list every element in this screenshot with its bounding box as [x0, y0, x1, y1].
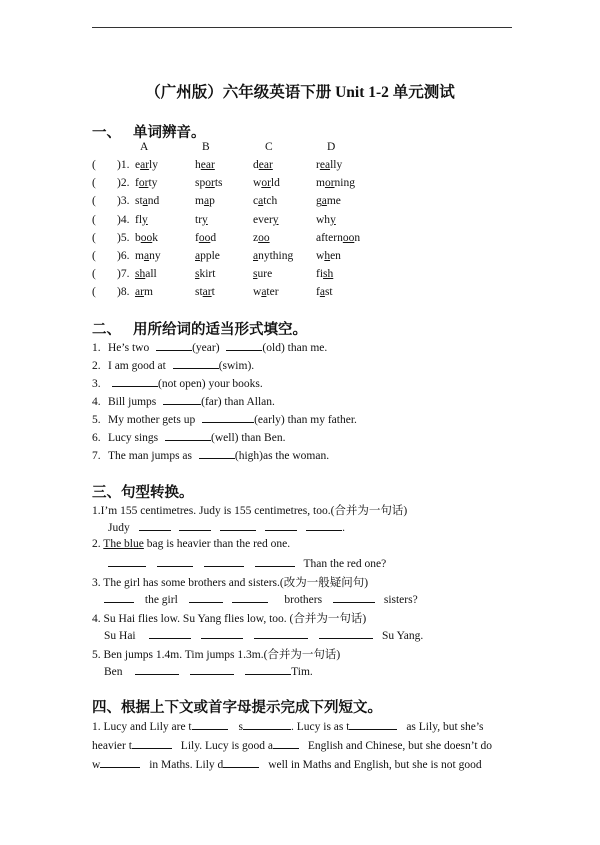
option-word-c: every: [253, 213, 279, 226]
blank[interactable]: [100, 757, 140, 768]
item-number: 7.: [92, 450, 101, 462]
item-text: (not open) your books.: [158, 378, 263, 390]
blank[interactable]: [273, 738, 299, 749]
option-word-a: shall: [135, 268, 157, 281]
blank[interactable]: [226, 340, 262, 351]
answer-paren-open: (: [92, 195, 96, 208]
blank[interactable]: [112, 376, 158, 387]
option-word-d: morning: [316, 177, 355, 190]
question-number: )4.: [117, 213, 130, 226]
option-word-b: map: [195, 195, 215, 208]
s4-text: s: [238, 721, 243, 733]
fill-item: [92, 448, 329, 462]
blank[interactable]: [245, 664, 291, 675]
s4-text: w: [92, 759, 101, 771]
blank[interactable]: [132, 738, 172, 749]
s3-q4-start: Su Hai: [104, 630, 136, 642]
s3-q3-word1: the girl: [144, 594, 178, 606]
fill-item: [92, 430, 285, 444]
option-word-a: arm: [135, 286, 153, 299]
item-text: My mother gets up: [108, 414, 199, 426]
blank[interactable]: [190, 664, 234, 675]
s3-q1: 1.I’m 155 centimetres. Judy is 155 centimetres, too.(合并为一句话): [92, 505, 408, 517]
question-number: )7.: [117, 268, 130, 281]
top-rule: [92, 27, 512, 28]
option-word-b: apple: [195, 250, 220, 262]
item-text: I am good at: [108, 360, 169, 372]
option-word-d: afternoon: [316, 231, 361, 244]
s3-q3-word2: brothers: [284, 594, 323, 606]
option-word-c: catch: [253, 195, 278, 208]
question-number: )3.: [117, 195, 130, 208]
s4-line1: [92, 719, 484, 733]
fill-item: [92, 394, 275, 408]
s3-q5-answer: [104, 664, 313, 678]
s3-q1-end: .: [342, 522, 345, 534]
question-number: )2.: [117, 177, 130, 190]
s4-line3: [92, 757, 482, 771]
page-title: （广州版）六年级英语下册 Unit 1-2 单元测试: [145, 84, 455, 101]
question-number: )1.: [117, 159, 130, 171]
answer-paren-open: (: [92, 213, 96, 226]
item-number: 1.: [92, 342, 101, 354]
blank[interactable]: [192, 719, 228, 730]
option-word-a: early: [135, 159, 158, 171]
item-number: 4.: [92, 396, 101, 408]
question-number: )5.: [117, 231, 130, 244]
blank[interactable]: [108, 556, 146, 567]
option-word-d: why: [316, 213, 336, 226]
s3-q4-end: Su Yang.: [382, 630, 424, 642]
blank[interactable]: [220, 520, 256, 531]
blank[interactable]: [157, 556, 193, 567]
option-word-a: forty: [135, 177, 158, 190]
s4-text: English and Chinese, but she doesn’t do: [307, 740, 492, 752]
fill-item: [92, 358, 254, 372]
s3-q2-rest: bag is heavier than the red one.: [143, 538, 291, 550]
section1-heading: 单词辨音。: [133, 125, 206, 141]
s3-q3-word3: sisters?: [383, 594, 418, 606]
fill-item: [92, 340, 327, 354]
answer-paren-open: (: [92, 286, 96, 299]
item-text: (far) than Allan.: [201, 396, 275, 408]
column-header: B: [202, 141, 210, 153]
blank[interactable]: [265, 520, 297, 531]
blank[interactable]: [135, 664, 179, 675]
option-word-a: stand: [135, 195, 160, 208]
blank[interactable]: [333, 592, 375, 603]
s3-q2-end: Than the red one?: [303, 558, 387, 570]
s4-line2: [92, 738, 492, 752]
s4-text: . Lucy is as t: [291, 721, 350, 733]
option-word-b: hear: [195, 159, 215, 171]
blank[interactable]: [104, 592, 134, 603]
item-text: (swim).: [218, 360, 255, 372]
option-word-c: dear: [253, 159, 273, 171]
section1-number: 一、: [92, 125, 121, 141]
blank[interactable]: [255, 556, 295, 567]
s4-text: well in Maths and English, but she is not good: [268, 759, 482, 771]
blank[interactable]: [199, 448, 235, 459]
option-word-c: sure: [253, 268, 273, 281]
s3-q3: 3. The girl has some brothers and sisters.(改为一般疑问句): [92, 577, 369, 589]
question-number: )8.: [117, 286, 130, 299]
s3-q4-answer: [104, 628, 423, 642]
s3-q2-underlined: The blue: [103, 538, 144, 550]
item-text: The man jumps as: [108, 450, 195, 462]
item-text: (well) than Ben.: [211, 432, 286, 444]
item-text: Bill jumps: [108, 396, 160, 408]
item-text: (old) than me.: [262, 342, 328, 354]
fill-item: [92, 376, 263, 390]
option-word-b: food: [195, 231, 217, 244]
s3-q2-answer: [108, 556, 386, 570]
s3-q1-start: Judy: [108, 522, 130, 534]
s4-text: as Lily, but she’s: [406, 721, 484, 733]
blank[interactable]: [173, 358, 219, 369]
option-word-a: fly: [135, 213, 148, 226]
s3-q5-start: Ben: [104, 666, 123, 678]
blank[interactable]: [156, 340, 192, 351]
item-text: Lucy sings: [108, 432, 162, 444]
item-text: (early) than my father.: [254, 414, 357, 426]
option-word-b: try: [195, 213, 208, 226]
s3-q2: [92, 538, 290, 550]
s4-text: 1. Lucy and Lily are t: [92, 721, 192, 733]
column-header: D: [327, 141, 336, 153]
column-header: A: [140, 141, 149, 153]
option-word-c: zoo: [253, 231, 270, 244]
fill-item: [92, 412, 357, 426]
blank[interactable]: [349, 719, 397, 730]
option-word-d: really: [316, 159, 343, 171]
blank[interactable]: [223, 757, 259, 768]
s3-q1-answer: [108, 520, 345, 534]
blank[interactable]: [204, 556, 244, 567]
option-word-a: many: [135, 250, 161, 262]
blank[interactable]: [189, 592, 223, 603]
option-word-d: fish: [316, 268, 334, 281]
item-number: 2.: [92, 360, 101, 372]
answer-paren-open: (: [92, 268, 96, 281]
option-word-c: water: [253, 286, 279, 299]
option-word-c: world: [253, 177, 280, 190]
question-number: )6.: [117, 250, 130, 262]
section3-heading: 三、句型转换。: [92, 485, 194, 501]
s3-q5-end: Tim.: [291, 666, 313, 678]
section2-number: 二、: [92, 322, 121, 338]
item-number: 5.: [92, 414, 101, 426]
option-word-a: book: [135, 231, 158, 244]
option-word-b: start: [195, 286, 215, 299]
option-word-c: anything: [253, 250, 294, 262]
column-header: C: [265, 141, 273, 153]
s3-q2-num: 2.: [92, 538, 104, 550]
s4-text: heavier t: [92, 740, 132, 752]
blank[interactable]: [202, 412, 254, 423]
answer-paren-open: (: [92, 250, 96, 262]
option-word-d: when: [316, 250, 341, 262]
item-number: 3.: [92, 378, 101, 390]
section2-heading: 用所给词的适当形式填空。: [133, 322, 307, 338]
s4-text: in Maths. Lily d: [149, 759, 224, 771]
option-word-b: skirt: [195, 268, 216, 281]
blank[interactable]: [139, 520, 171, 531]
s3-q5: 5. Ben jumps 1.4m. Tim jumps 1.3m.(合并为一句话): [92, 649, 341, 661]
s3-q4: 4. Su Hai flies low. Su Yang flies low, too. (合并为一句话): [92, 613, 367, 625]
item-number: 6.: [92, 432, 101, 444]
answer-paren-open: (: [92, 231, 96, 244]
answer-paren-open: (: [92, 177, 96, 190]
option-word-d: fast: [316, 286, 333, 299]
blank[interactable]: [201, 628, 243, 639]
blank[interactable]: [165, 430, 211, 441]
s4-text: Lily. Lucy is good a: [180, 740, 273, 752]
blank[interactable]: [149, 628, 191, 639]
blank[interactable]: [306, 520, 342, 531]
option-word-b: sports: [195, 177, 223, 190]
blank[interactable]: [179, 520, 211, 531]
blank[interactable]: [163, 394, 201, 405]
item-text: (year): [192, 342, 223, 354]
section4-heading: 四、根据上下文或首字母提示完成下列短文。: [92, 700, 382, 716]
s3-q3-answer: [104, 592, 418, 606]
item-text: He’s two: [108, 342, 153, 354]
option-word-d: game: [316, 195, 341, 208]
blank[interactable]: [232, 592, 268, 603]
answer-paren-open: (: [92, 159, 96, 171]
blank[interactable]: [254, 628, 308, 639]
blank[interactable]: [243, 719, 291, 730]
item-text: (high)as the woman.: [234, 450, 330, 462]
blank[interactable]: [319, 628, 373, 639]
